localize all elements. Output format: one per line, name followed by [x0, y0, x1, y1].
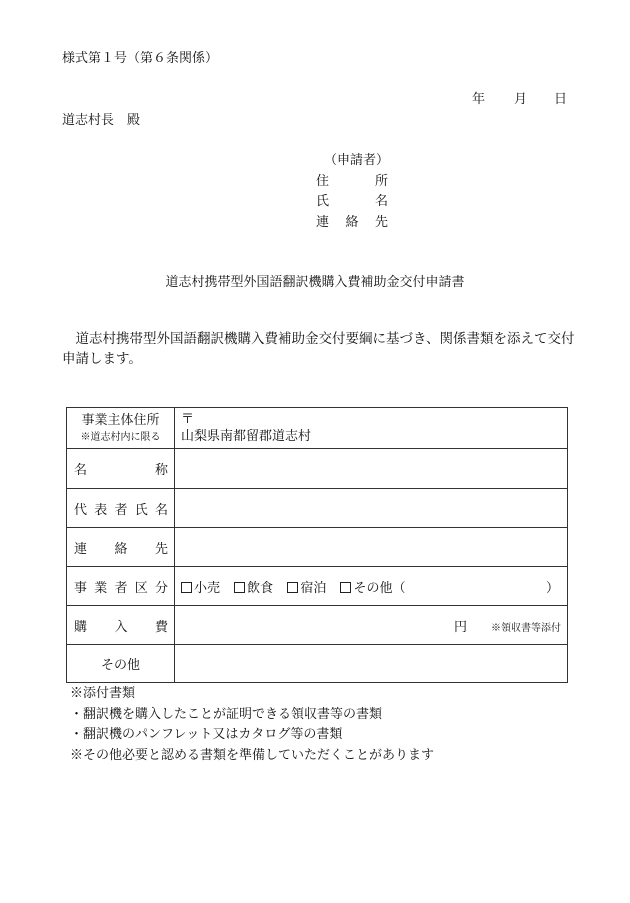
date-day: 日 [554, 92, 568, 107]
cost-unit: 円 [453, 619, 467, 635]
contact-value-cell[interactable] [175, 528, 568, 567]
table-row-cost [67, 606, 568, 645]
category-other[interactable]: その他（ [340, 581, 405, 596]
form-number: 様式第１号（第６条関係） [62, 51, 219, 66]
representative-value-cell[interactable] [175, 489, 568, 528]
table-row-other [67, 645, 568, 683]
representative-label-cell: 代 表 者 氏 名 [67, 489, 175, 528]
applicant-contact-label: 連 絡 先 [316, 214, 388, 230]
cost-note: ※領収書等添付 [491, 622, 561, 634]
checkbox-icon[interactable] [340, 582, 351, 593]
category-close-paren: ） [545, 580, 559, 596]
date-month: 月 [514, 92, 528, 107]
address-note: ※道志村内に限る [80, 431, 161, 443]
table-row-category [67, 567, 568, 606]
address-label: 事業主体住所 [81, 412, 160, 428]
checkbox-icon[interactable] [287, 582, 298, 593]
category-retail[interactable]: 小売 [181, 581, 220, 596]
date-year: 年 [472, 92, 486, 107]
date-line [472, 88, 567, 107]
applicant-block [316, 149, 388, 231]
address-label-cell [67, 408, 175, 449]
other-label-cell [67, 645, 175, 683]
checkbox-icon[interactable] [234, 582, 245, 593]
table-row-address [67, 408, 568, 449]
name-label-cell: 名 称 [67, 449, 175, 489]
note-item: ※その他必要と認める書類を準備していただくことがあります [70, 747, 435, 763]
note-item: ・翻訳機を購入したことが証明できる領収書等の書類 [70, 706, 383, 722]
category-label-cell: 事 業 者 区 分 [67, 567, 175, 606]
category-food[interactable]: 飲食 [234, 581, 273, 596]
address-value: 山梨県南都留郡道志村 [181, 429, 312, 444]
other-label: その他 [100, 658, 140, 673]
addressee: 道志村長 殿 [62, 113, 141, 128]
note-heading: ※添付書類 [70, 686, 136, 701]
other-value-cell[interactable] [175, 645, 568, 683]
category-value-cell [175, 567, 568, 606]
table-row-name [67, 449, 568, 489]
applicant-address-label: 住 所 [316, 173, 388, 189]
notes [70, 684, 434, 766]
cost-value-cell[interactable] [175, 606, 568, 645]
category-lodging[interactable]: 宿泊 [287, 581, 326, 596]
applicant-heading: （申請者） [324, 153, 390, 168]
postal-mark: 〒 [181, 412, 195, 427]
table-row-contact [67, 528, 568, 567]
checkbox-icon[interactable] [181, 582, 192, 593]
address-value-cell[interactable] [175, 408, 568, 449]
cost-label-cell: 購 入 費 [67, 606, 175, 645]
info-table [66, 407, 568, 683]
table-row-representative [67, 489, 568, 528]
contact-label-cell: 連 絡 先 [67, 528, 175, 567]
applicant-name-label: 氏 名 [316, 194, 388, 209]
document-title: 道志村携帯型外国語翻訳機購入費補助金交付申請書 [165, 275, 465, 290]
name-value-cell[interactable] [175, 449, 568, 489]
body-text: 道志村携帯型外国語翻訳機購入費補助金交付要綱に基づき、関係書類を添えて交付申請します。 [62, 331, 575, 367]
note-item: ・翻訳機のパンフレット又はカタログ等の書類 [70, 727, 343, 742]
